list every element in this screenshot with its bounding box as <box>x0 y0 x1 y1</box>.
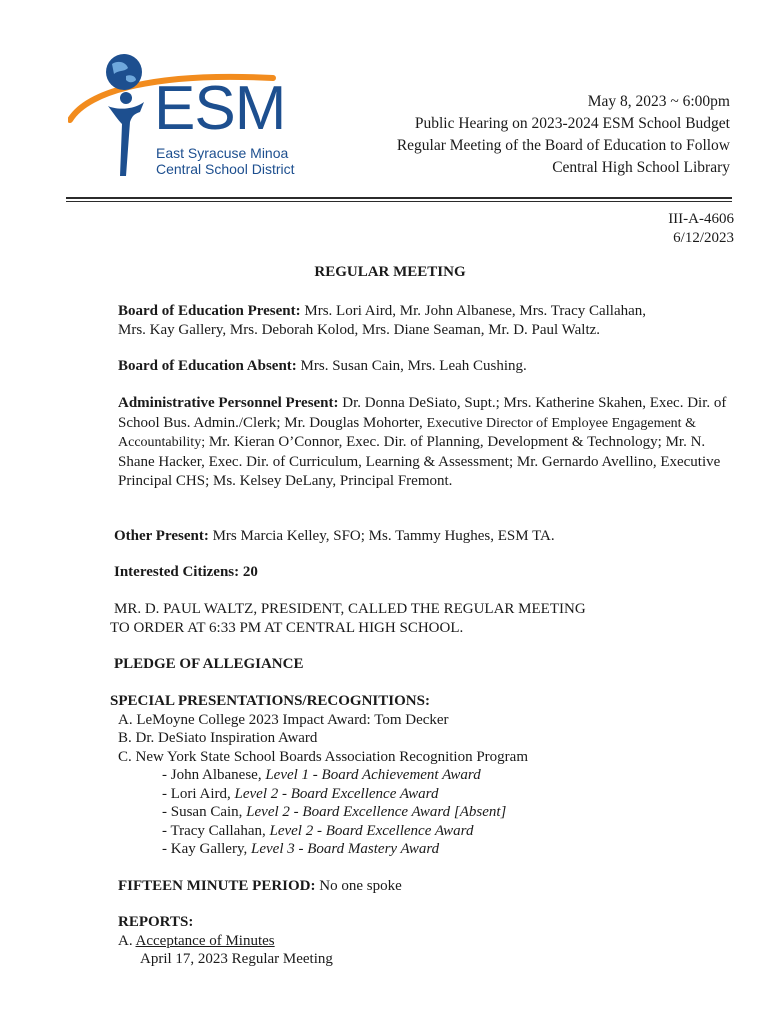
board-present-line-2: Mrs. Kay Gallery, Mrs. Deborah Kolod, Mrs. Diane Seaman, Mr. D. Paul Waltz. <box>118 322 601 338</box>
call-to-order-line-1: MR. D. PAUL WALTZ, PRESIDENT, CALLED THE REGULAR MEETING <box>114 601 586 617</box>
board-present-label: Board of Education Present: <box>118 303 301 319</box>
interested-citizens: Interested Citizens: 20 <box>114 564 258 580</box>
award-title: Level 2 - Board Excellence Award <box>234 785 439 802</box>
pledge-heading: PLEDGE OF ALLEGIANCE <box>114 656 304 672</box>
award-recipient: - Lori Aird, <box>162 785 231 802</box>
admin-section <box>118 394 738 492</box>
special-presentations-heading: SPECIAL PRESENTATIONS/RECOGNITIONS: <box>110 693 430 709</box>
fifteen-minute-label: FIFTEEN MINUTE PERIOD: <box>118 878 316 894</box>
award-item <box>162 803 730 822</box>
award-item <box>162 785 730 804</box>
award-item <box>162 766 730 785</box>
minutes-detail: April 17, 2023 Regular Meeting <box>140 951 333 967</box>
award-title: Level 2 - Board Excellence Award <box>269 822 474 839</box>
award-item <box>162 822 730 841</box>
document-date: 6/12/2023 <box>673 230 734 246</box>
header-rule-thin <box>66 201 732 202</box>
list-item: B. Dr. DeSiato Inspiration Award <box>118 730 318 746</box>
pledge-section <box>114 655 734 674</box>
other-present-text: Mrs Marcia Kelley, SFO; Ms. Tammy Hughes, ESM TA. <box>212 528 555 544</box>
award-item <box>162 840 730 859</box>
board-present-section <box>118 302 738 340</box>
other-present-label: Other Present: <box>114 528 209 544</box>
admin-line-1: Dr. Donna DeSiato, Supt.; Mrs. Katherine Skahen, Exec. Dir. of <box>342 395 727 411</box>
award-recipient: - Susan Cain, <box>162 804 243 820</box>
admin-line-5: Principal CHS; Ms. Kelsey DeLany, Principal Fremont. <box>118 473 453 489</box>
call-to-order-line-2: TO ORDER AT 6:33 PM AT CENTRAL HIGH SCHOOL. <box>110 620 464 636</box>
admin-line-3a: Accountability; <box>118 435 206 450</box>
page-title: REGULAR MEETING <box>314 264 466 280</box>
admin-label: Administrative Personnel Present: <box>118 395 339 411</box>
reports-heading: REPORTS: <box>118 914 194 930</box>
special-presentations-section <box>110 692 730 859</box>
fifteen-minute-text: No one spoke <box>319 878 402 894</box>
logo-line-2: Central School District <box>156 161 295 177</box>
award-recipient: - Tracy Callahan, <box>162 822 266 839</box>
award-recipient: - John Albanese, <box>162 767 262 783</box>
citizens-section <box>114 563 734 582</box>
header-date: May 8, 2023 ~ 6:00pm <box>587 93 730 110</box>
board-absent-section <box>118 357 738 376</box>
admin-line-3b: Mr. Kieran O’Connor, Exec. Dir. of Planning, Development & Technology; Mr. N. <box>208 434 706 450</box>
header-location: Central High School Library <box>552 159 730 176</box>
call-to-order <box>110 600 734 638</box>
reports-section <box>118 913 738 969</box>
fifteen-minute-section <box>118 877 738 896</box>
header-meeting: Regular Meeting of the Board of Education to Follow <box>396 137 730 154</box>
board-present-line-1: Mrs. Lori Aird, Mr. John Albanese, Mrs. Tracy Callahan, <box>304 303 647 319</box>
header-rule <box>66 197 732 199</box>
other-present-section <box>114 527 734 546</box>
reports-item-prefix: A. <box>118 932 133 949</box>
award-title: Level 2 - Board Excellence Award [Absent] <box>246 804 507 820</box>
admin-line-4: Shane Hacker, Exec. Dir. of Curriculum, Learning & Assessment; Mr. Gernardo Avellino, Executive <box>118 453 721 470</box>
logo-line-1: East Syracuse Minoa <box>156 145 289 161</box>
board-absent-label: Board of Education Absent: <box>118 358 297 374</box>
admin-line-2a: School Bus. Admin./Clerk; Mr. Douglas Mohorter, <box>118 414 423 431</box>
board-absent-text: Mrs. Susan Cain, Mrs. Leah Cushing. <box>300 358 527 374</box>
header-hearing: Public Hearing on 2023-2024 ESM School Budget <box>414 115 730 132</box>
list-item: C. New York State School Boards Association Recognition Program <box>118 748 528 765</box>
admin-line-2b: Executive Director of Employee Engagement & <box>426 415 696 431</box>
document-id: III-A-4606 <box>668 211 734 227</box>
award-title: Level 3 - Board Mastery Award <box>251 841 440 857</box>
logo-wordmark: ESM <box>154 74 286 143</box>
list-item: A. LeMoyne College 2023 Impact Award: Tom Decker <box>118 711 449 728</box>
award-recipient: - Kay Gallery, <box>162 841 248 857</box>
acceptance-of-minutes: Acceptance of Minutes <box>135 932 275 949</box>
district-logo <box>68 50 295 185</box>
award-title: Level 1 - Board Achievement Award <box>265 767 481 783</box>
